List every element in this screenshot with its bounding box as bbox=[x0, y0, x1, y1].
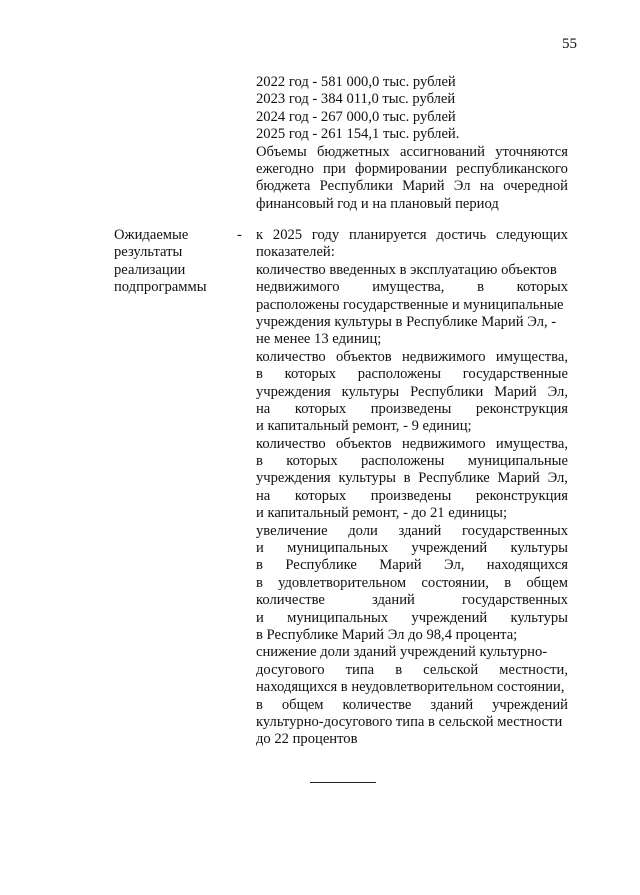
word: общем bbox=[281, 696, 324, 713]
result-line: в Республике Марий Эл до 98,4 процента; bbox=[256, 626, 518, 643]
result-line bbox=[256, 279, 568, 296]
word: уточняются bbox=[495, 143, 568, 160]
funding-note-line bbox=[256, 178, 568, 195]
word: общем bbox=[526, 574, 568, 591]
word: количество bbox=[256, 435, 326, 452]
word: ежегодно bbox=[256, 160, 314, 177]
funding-year-line: 2022 год - 581 000,0 тыс. рублей bbox=[256, 74, 456, 90]
word: формировании bbox=[354, 160, 448, 177]
word: муниципальных bbox=[287, 540, 389, 557]
word: реконструкция bbox=[475, 487, 568, 504]
word: государственных bbox=[461, 522, 568, 539]
word: в bbox=[477, 279, 484, 296]
word: Марий bbox=[402, 178, 445, 195]
word: имущества, bbox=[372, 279, 445, 296]
result-line: не менее 13 единиц; bbox=[256, 331, 382, 348]
word: в bbox=[256, 696, 263, 713]
word: произведены bbox=[370, 400, 452, 417]
word: расположены bbox=[357, 366, 442, 383]
expected-results-text bbox=[256, 227, 568, 749]
result-line bbox=[256, 592, 568, 609]
word: государственных bbox=[461, 592, 568, 609]
word: объектов bbox=[336, 348, 392, 365]
word: Республике bbox=[418, 470, 490, 487]
result-line: показателей: bbox=[256, 244, 335, 261]
result-line: и капитальный ремонт, - 9 единиц; bbox=[256, 418, 472, 435]
word: учреждений bbox=[411, 609, 488, 626]
word: зданий bbox=[398, 522, 442, 539]
funding-note bbox=[256, 144, 568, 214]
word: 2025 bbox=[272, 227, 303, 243]
word: досугового bbox=[256, 661, 325, 678]
word: состоянии, bbox=[421, 574, 489, 591]
word: при bbox=[322, 160, 346, 177]
result-line bbox=[256, 436, 568, 453]
result-line: расположены государственные и муниципальные bbox=[256, 296, 564, 313]
word: планируется bbox=[348, 227, 427, 243]
result-line bbox=[256, 557, 568, 574]
result-line bbox=[256, 366, 568, 383]
word: в bbox=[395, 661, 403, 678]
word: и bbox=[256, 540, 264, 557]
word: культуры bbox=[338, 470, 396, 487]
word: Республики bbox=[410, 383, 484, 400]
word: к bbox=[256, 227, 264, 243]
word: количество bbox=[256, 348, 326, 365]
result-line: находящихся в неудовлетворительном состоянии, bbox=[256, 679, 565, 696]
word: в bbox=[256, 366, 263, 383]
word: зданий bbox=[372, 592, 415, 609]
funding-note-line: финансовый год и на плановый период bbox=[256, 195, 499, 212]
result-line: учреждения культуры в Республике Марий Эл, - bbox=[256, 313, 557, 330]
word: государственные bbox=[462, 366, 568, 383]
word: муниципальных bbox=[287, 609, 389, 626]
word: в bbox=[403, 470, 411, 487]
word: на bbox=[479, 178, 495, 195]
word: местности, bbox=[499, 661, 568, 678]
word: Эл, bbox=[547, 383, 568, 400]
word: зданий bbox=[430, 696, 474, 713]
result-line bbox=[256, 523, 568, 540]
word: Марий bbox=[497, 470, 540, 487]
word: сельской bbox=[423, 661, 479, 678]
word: которых bbox=[284, 366, 336, 383]
result-line bbox=[256, 401, 568, 418]
result-line bbox=[256, 470, 568, 487]
result-line bbox=[256, 384, 568, 401]
word: которых bbox=[516, 279, 568, 296]
word: и bbox=[256, 609, 264, 626]
word: имущества, bbox=[495, 435, 568, 452]
result-line bbox=[256, 349, 568, 366]
word: достичь bbox=[436, 227, 487, 243]
result-line: культурно-досугового типа в сельской местности bbox=[256, 713, 563, 730]
word: муниципальные bbox=[467, 453, 568, 470]
word: ассигнований bbox=[399, 143, 485, 160]
word: учреждений bbox=[492, 696, 568, 713]
word: доли bbox=[348, 522, 378, 539]
label-line: результаты bbox=[114, 244, 183, 261]
word: Эл, bbox=[444, 557, 465, 574]
funding-note-line bbox=[256, 144, 568, 161]
result-line bbox=[256, 662, 568, 679]
word: которых bbox=[286, 453, 338, 470]
funding-year-line: 2023 год - 384 011,0 тыс. рублей bbox=[256, 91, 456, 108]
label-line: реализации bbox=[114, 261, 186, 278]
word: культуры bbox=[510, 609, 568, 626]
result-line bbox=[256, 227, 568, 244]
word: расположены bbox=[361, 453, 445, 470]
label-line: Ожидаемые bbox=[114, 227, 189, 243]
result-line bbox=[256, 575, 568, 592]
result-line: количество введенных в эксплуатацию объектов bbox=[256, 261, 557, 278]
word: Эл bbox=[453, 178, 471, 195]
word: Объемы bbox=[256, 143, 307, 160]
expected-results-label bbox=[114, 227, 234, 297]
result-line bbox=[256, 610, 568, 627]
result-line bbox=[256, 540, 568, 557]
funding-years-list bbox=[256, 74, 568, 144]
word: произведены bbox=[370, 487, 452, 504]
word: учреждений bbox=[411, 540, 488, 557]
word: бюджета bbox=[256, 178, 311, 195]
word: объектов bbox=[336, 435, 392, 452]
word: недвижимого bbox=[256, 279, 340, 296]
funding-year-line: 2024 год - 267 000,0 тыс. рублей bbox=[256, 108, 456, 125]
result-line bbox=[256, 697, 568, 714]
word: Республики bbox=[319, 178, 393, 195]
funding-block bbox=[256, 74, 568, 213]
word: реконструкция bbox=[475, 400, 568, 417]
word: увеличение bbox=[256, 522, 328, 539]
word: типа bbox=[345, 661, 375, 678]
word: на bbox=[256, 400, 271, 417]
word: недвижимого bbox=[401, 348, 486, 365]
word: культуры bbox=[341, 383, 400, 400]
word: Республике bbox=[285, 557, 357, 574]
label-line: подпрограммы bbox=[114, 279, 207, 296]
page-number: 55 bbox=[562, 36, 577, 52]
word: году bbox=[311, 227, 340, 243]
word: Эл, bbox=[547, 470, 568, 487]
word: в bbox=[504, 574, 512, 591]
word: на bbox=[256, 487, 271, 504]
word: количестве bbox=[342, 696, 412, 713]
closing-rule bbox=[310, 782, 376, 783]
result-line: снижение доли зданий учреждений культурно- bbox=[256, 644, 548, 661]
word: Марий bbox=[494, 383, 537, 400]
word: недвижимого bbox=[401, 435, 486, 452]
row-dash: - bbox=[237, 227, 242, 243]
result-line bbox=[256, 453, 568, 470]
word: бюджетных bbox=[316, 143, 390, 160]
word: которых bbox=[294, 487, 347, 504]
word: очередной bbox=[503, 178, 568, 195]
word: в bbox=[256, 574, 263, 591]
word: республиканского bbox=[456, 160, 568, 177]
word: учреждения bbox=[256, 470, 331, 487]
word: имущества, bbox=[495, 348, 568, 365]
funding-year-line: 2025 год - 261 154,1 тыс. рублей. bbox=[256, 126, 460, 143]
word: удовлетворительном bbox=[278, 574, 407, 591]
word: количестве bbox=[256, 592, 325, 609]
word: в bbox=[256, 453, 263, 470]
word: в bbox=[256, 557, 263, 574]
funding-note-line bbox=[256, 161, 568, 178]
word: которых bbox=[294, 400, 347, 417]
word: культуры bbox=[510, 540, 568, 557]
word: учреждения bbox=[256, 383, 331, 400]
result-line bbox=[256, 488, 568, 505]
word: находящихся bbox=[486, 557, 568, 574]
result-line: и капитальный ремонт, - до 21 единицы; bbox=[256, 505, 508, 522]
word: следующих bbox=[495, 227, 568, 243]
result-line: до 22 процентов bbox=[256, 731, 358, 748]
word: Марий bbox=[379, 557, 422, 574]
